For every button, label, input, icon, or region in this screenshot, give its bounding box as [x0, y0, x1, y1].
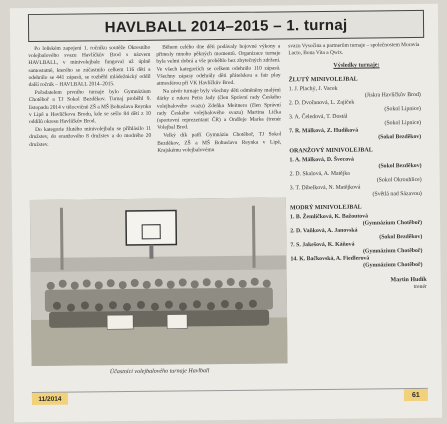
author-role: trenér	[413, 284, 427, 291]
group-photo	[30, 197, 288, 366]
magazine-page	[10, 4, 442, 422]
result-row: 14. K. Bačkovská, A. Fiedlerová	[290, 255, 370, 263]
column-3	[288, 42, 427, 293]
paragraph: Do kategorie žlutého minivolejbalu se přihlásilo 11 družstev, do oranžového 8 družstev a do modrého 20 družstev.	[29, 126, 152, 148]
results-yellow	[289, 85, 426, 142]
category-title-yellow: ŽLUTÝ MINIVOLEJBAL	[288, 76, 358, 83]
result-row: 3. A. Čeledová, T. Dostál	[288, 113, 348, 121]
result-row: 7. S. Jakešová, K. Káňová	[290, 241, 355, 249]
result-club: (Sokol Bezděkov)	[379, 234, 423, 241]
result-club: (Jiskra Havlíčkův Brod)	[364, 91, 421, 99]
result-club: (Sokol Lipnice)	[384, 119, 422, 127]
result-row: 7. R. Málková, Z. Hudíková	[289, 127, 359, 135]
gym-photo-illustration	[30, 197, 288, 366]
paragraph: Během celého dne děti podávaly bojovné výkony a přinesly mnoho pěkných momentů. Organizace turnaje byla velmi dobrá a vše proběhlo bez zbytečných zdržení. Ve všech kategoriích se celkem odehrálo 110 zápasů. Všechny zápasy odehrály děti přátelskou a fair play atmosférou při VK Havlíčkův Brod.	[156, 43, 281, 87]
result-club: (Sokol Bezděkov)	[378, 162, 422, 170]
issue-label: 11/2014	[32, 393, 68, 405]
result-row: 2. D. Skalová, A. Matějka	[289, 170, 350, 178]
photo-caption: Účastníci volejbalového turnaje Havlball	[109, 368, 210, 376]
paragraph: Po loňském zapojení 1. ročníku soutěže Okresního volejbalového svazu Havlíčkův Brod s názvem HAVLBALL, v minivolejbale fungoval už úplně samostatně, kterého se zúčastnilo celkem 116 dětí a odehrálo se 441 zápasů, se rozběhl mládežnický oddíl další ročník – HAVLBALL 2014–2015.	[28, 44, 151, 89]
result-row: 1. J. Plachý, J. Vacek	[288, 85, 338, 93]
column-2	[156, 43, 281, 155]
paragraph: Velký dík patří Gymnáziu Chotěboř, TJ Sokol Bezděkov, ZŠ a MŠ Bohuslava Reynka v Lipě, Krajskému volejbalovému	[157, 131, 282, 154]
result-row: 2. D. Dvořanová, L. Zajíček	[288, 99, 355, 107]
column-1	[28, 45, 151, 150]
result-club: (Gymnázium Chotěboř)	[362, 248, 423, 255]
result-club: (Sokol Bezděkov)	[378, 133, 422, 141]
result-club: (Gymnázium Chotěboř)	[362, 220, 423, 227]
category-title-blue: MODRÝ MINIVOLEJBAL	[289, 204, 362, 212]
paragraph: Pořadatelem prvního turnaje bylo Gymnázium Chotěboř a TJ Sokol Bezděkov. Turnaj proběhl 9. listopadu 2014 v tělocvičně ZŠ a MŠ Bohuslava Reynka v Lipě u Havlíčkova Brodu, kde se sešlo 84 dětí z 10 oddílů okresu Havlíčkův Brod.	[28, 89, 151, 126]
page-number: 61	[404, 389, 428, 401]
paragraph: Na závěr turnaje byly všechny děti odměněny malými dárky z rukou Petra Jady (člen Správní rady Českého volejbalového svazu) Zdeňka Meitnera (člen Správní rady Českého volejbalového svazu) Martina Lička (sportovní reprezentant ČR) a Ondřeje Marka (trenér Volejbal Brod.	[156, 87, 282, 131]
paragraph: svazu Vysočina a partnerům turnaje – společnostem Moravia Lacto, Bona Vita a Qwix.	[288, 41, 420, 57]
results-blue	[290, 213, 427, 270]
result-club: (Světlá nad Sázavou)	[372, 190, 422, 198]
result-club: (Gymnázium Chotěboř)	[363, 262, 423, 269]
result-row: 3. T. Dibelková, N. Matějková	[289, 184, 361, 192]
result-row: 2. D. Vaňková, A. Janovská	[290, 227, 358, 235]
result-club: (Sokol Lipnice)	[384, 105, 421, 113]
category-title-orange: ORANŽOVÝ MINIVOLEJBAL	[289, 147, 373, 155]
page-footer	[32, 388, 428, 407]
article-title-box	[28, 10, 424, 42]
author-name: Martin Hudík	[390, 277, 427, 284]
result-row: 1. B. Žemličková, K. Bažoutová	[290, 213, 369, 221]
result-club: (Sokol Okrouhlice)	[376, 176, 422, 184]
result-row: 1. A. Málková, D. Švecová	[289, 156, 354, 164]
article-title: HAVLBALL 2014–2015 – 1. turnaj	[104, 16, 348, 36]
results-orange	[289, 156, 425, 199]
results-heading: Výsledky turnaje:	[333, 62, 380, 70]
